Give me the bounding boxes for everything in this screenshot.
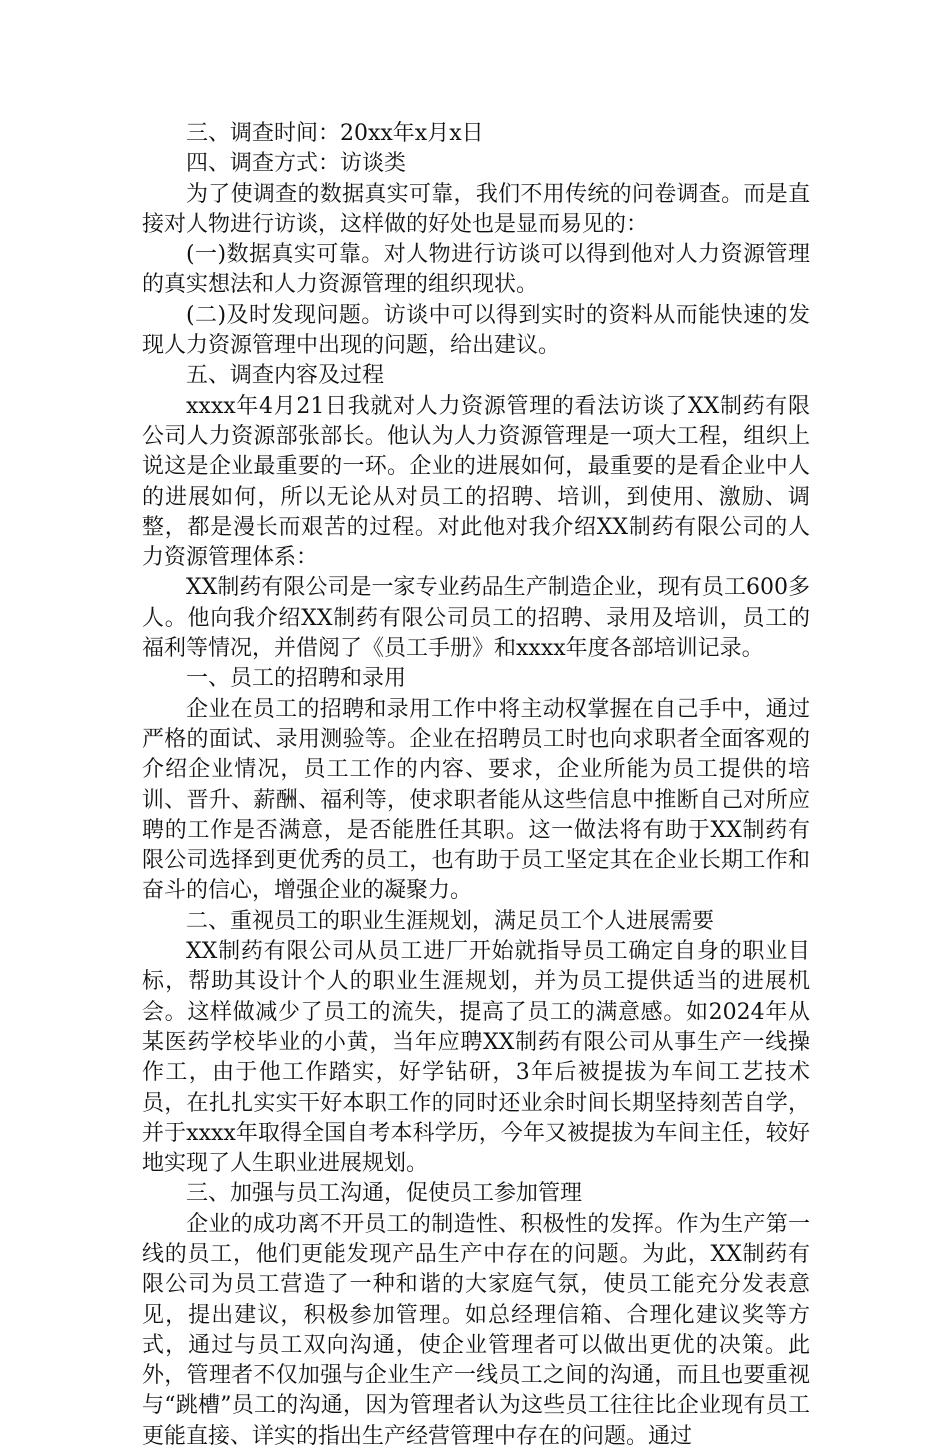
paragraph-method-intro: 为了使调查的数据真实可靠，我们不用传统的问卷调查。而是直接对人物进行访谈，这样做的好处也是显而易见的： [142, 181, 810, 237]
subheading-communication: 三、加强与员工沟通，促使员工参加管理 [186, 1181, 583, 1207]
paragraph-interview-intro: xxxx年4月21日我就对人力资源管理的看法访谈了XX制药有限公司人力资源部张部长。他认为人力资源管理是一项大工程，组织上说这是企业最重要的一环。企业的进展如何，最重要的是看企业中人的进展如何，所以无论从对员工的招聘、培训，到使用、激励、调整，都是漫长而艰苦的过程。对此他对我介绍XX制药有限公司的人力资源管理体系： [142, 393, 810, 571]
paragraph-recruitment: 企业在员工的招聘和录用工作中将主动权掌握在自己手中，通过严格的面试、录用测验等。企业在招聘员工时也向求职者全面客观的介绍企业情况，员工工作的内容、要求，企业所能为员工提供的培训、晋升、薪酬、福利等，使求职者能从这些信息中推断自己对所应聘的工作是否满意，是否能胜任其职。这一做法将有助于XX制药有限公司选择到更优秀的员工，也有助于员工坚定其在企业长期工作和奋斗的信心，增强企业的凝聚力。 [142, 696, 810, 904]
paragraph-career-planning: XX制药有限公司从员工进厂开始就指导员工确定自身的职业目标，帮助其设计个人的职业生涯规划，并为员工提供适当的进展机会。这样做减少了员工的流失，提高了员工的满意感。如2024年从某医药学校毕业的小黄，当年应聘XX制药有限公司从事生产一线操作工，由于他工作踏实，好学钻研，3年后被提拔为车间工艺技术员，在扎扎实实干好本职工作的同时还业余时间长期坚持刻苦自学，并于xxxx年取得全国自考本科学历，今年又被提拔为车间主任，较好地实现了人生职业进展规划。 [142, 939, 810, 1177]
paragraph-communication: 企业的成功离不开员工的制造性、积极性的发挥。作为生产第一线的员工，他们更能发现产品生产中存在的问题。为此，XX制药有限公司为员工营造了一种和谐的大家庭气氛，使员工能充分发表意见，提出建议，积极参加管理。如总经理信箱、合理化建议奖等方式，通过与员工双向沟通，使企业管理者可以做出更优的决策。此外，管理者不仅加强与企业生产一线员工之间的沟通，而且也要重视与“跳槽”员工的沟通，因为管理者认为这些员工往往比企业现有员工更能直接、详实的指出生产经营管理中存在的问题。通过 [142, 1211, 810, 1449]
paragraph-company-profile: XX制药有限公司是一家专业药品生产制造企业，现有员工600多 人。他向我介绍XX制药有限公司员工的招聘、录用及培训，员工的福利等情况，并借阅了《员工手册》和xxxx年度各部培训记录。 [142, 575, 810, 662]
document-body [142, 119, 810, 1452]
section-heading-survey-time: 三、调查时间：20xx年x月x日 [186, 121, 484, 146]
section-heading-survey-method: 四、调查方式：访谈类 [186, 151, 407, 177]
subheading-career-planning: 二、重视员工的职业生涯规划，满足员工个人进展需要 [186, 908, 715, 934]
paragraph-point-reliable-data: (一)数据真实可靠。对人物进行访谈可以得到他对人力资源管理的真实想法和人力资源管理的组织现状。 [142, 242, 810, 298]
paragraph-point-timely-discovery: (二)及时发现问题。访谈中可以得到实时的资料从而能快速的发现人力资源管理中出现的问题，给出建议。 [142, 302, 810, 359]
subheading-recruitment: 一、员工的招聘和录用 [186, 666, 407, 692]
section-heading-content-process: 五、调查内容及过程 [186, 363, 385, 389]
